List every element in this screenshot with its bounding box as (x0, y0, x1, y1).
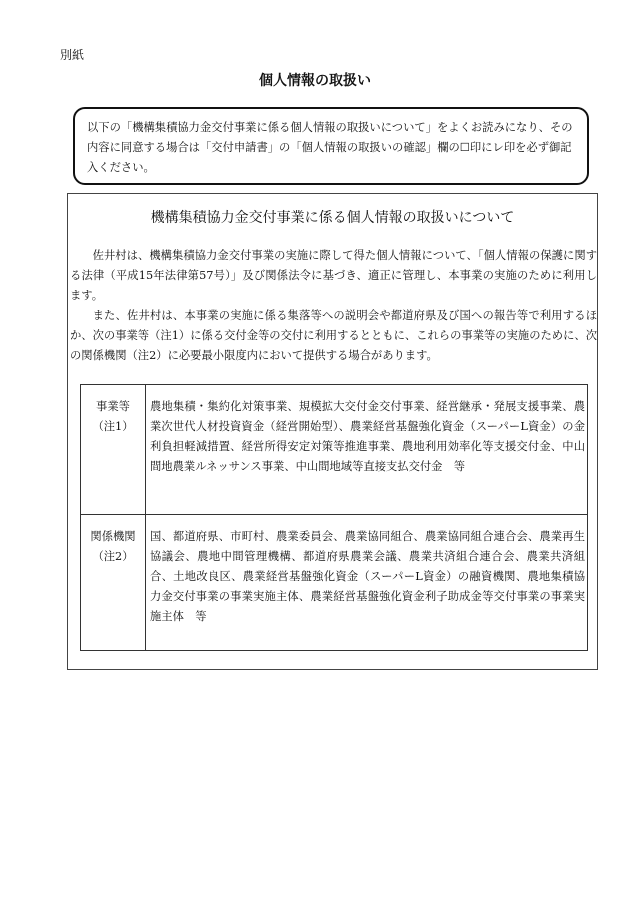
info-panel (67, 193, 598, 670)
notice-text: 以下の「機構集積協力金交付事業に係る個人情報の取扱いについて」をよくお読みになり、その内容に同意する場合は「交付申請書」の「個人情報の取扱いの確認」欄の☐印にレ印を必ず御記入ください。 (87, 121, 573, 174)
page-title: 個人情報の取扱い (259, 73, 371, 89)
table-row (81, 515, 588, 651)
row-body: 農地集積・集約化対策事業、規模拡大交付金交付事業、経営継承・発展支援事業、農業次世代人材投資資金（経営開始型）、農業経営基盤強化資金（スーパーL資金）の金利負担軽減措置、経営所得安定対策等推進事業、農地利用効率化等支援交付金、中山間地農業ルネッサンス事業、中山間地域等直接支払交付金 等 (146, 385, 588, 515)
row-header-line2: （注1） (92, 420, 134, 433)
row-header-line2: （注2） (92, 550, 134, 563)
row-header (81, 385, 146, 515)
row-header-line1: 関係機関 (90, 530, 136, 543)
paragraph-2: また、佐井村は、本事業の実施に係る集落等への説明会や都道府県及び国への報告等で利用するほか、次の事業等（注1）に係る交付金等の交付に利用するとともに、これらの事業等の実施のために、次の関係機関（注2）に必要最小限度内において提供する場合があります。 (70, 309, 597, 362)
info-table (80, 384, 588, 651)
row-body: 国、都道府県、市町村、農業委員会、農業協同組合、農業協同組合連合会、農業再生協議会、農地中間管理機構、都道府県農業会議、農業共済組合連合会、農業共済組合、土地改良区、農業経営基盤強化資金（スーパーL資金）の融資機関、農地集積協力金交付事業の事業実施主体、農業経営基盤強化資金利子助成金等交付事業の事業実施主体 等 (146, 515, 588, 651)
table-row (81, 385, 588, 515)
notice-box (73, 107, 589, 185)
panel-title: 機構集積協力金交付事業に係る個人情報の取扱いについて (150, 210, 515, 226)
attachment-label: 別紙 (60, 48, 85, 62)
row-header-line1: 事業等 (96, 400, 130, 413)
row-header (81, 515, 146, 651)
paragraph-1: 佐井村は、機構集積協力金交付事業の実施に際して得た個人情報について、「個人情報の保護に関する法律（平成15年法律第57号）」及び関係法令に基づき、適正に管理し、本事業の実施のために利用します。 (70, 249, 597, 302)
